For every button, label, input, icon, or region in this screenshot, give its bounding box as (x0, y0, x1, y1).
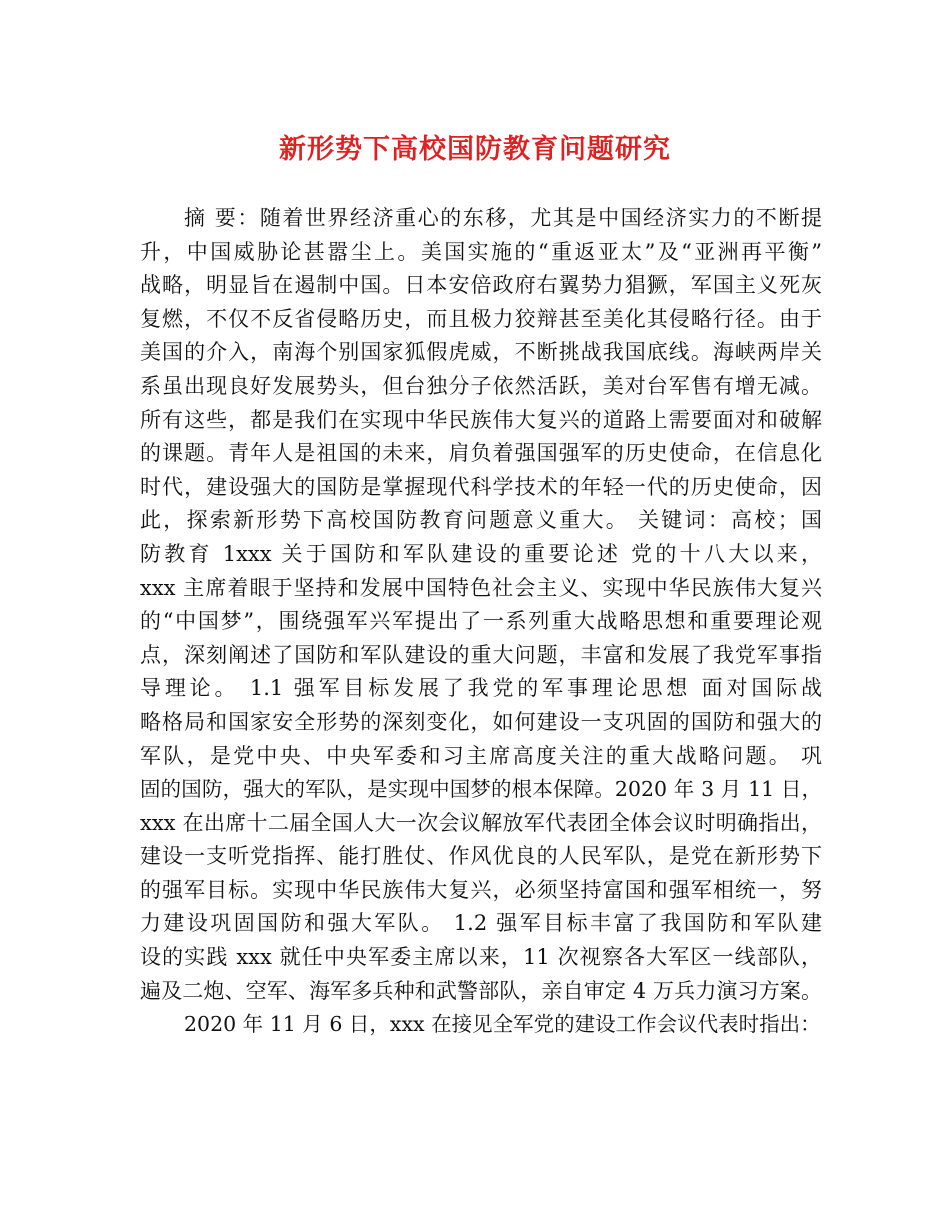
body-line: 建设一支听党指挥、能打胜仗、作风优良的人民军队，是党在新形势下 (140, 844, 822, 869)
body-line: 遍及二炮、空军、海军多兵种和武警部队，亲自审定 4 万兵力演习方案。 (140, 978, 822, 1003)
body-line: 战略，明显旨在遏制中国。日本安倍政府右翼势力猖獗，军国主义死灰 (140, 273, 822, 298)
body-line: 所有这些，都是我们在实现中华民族伟大复兴的道路上需要面对和破解 (140, 407, 822, 432)
body-line: 设的实践 xxx 就任中央军委主席以来，11 次视察各大军区一线部队， (140, 945, 822, 970)
body-line: 的“中国梦”，围绕强军兴军提出了一系列重大战略思想和重要理论观 (140, 609, 822, 634)
body-line: 导理论。 1.1 强军目标发展了我党的军事理论思想 面对国际战 (140, 676, 822, 701)
document-title: 新形势下高校国防教育问题研究 (279, 134, 671, 165)
body-line: 的课题。青年人是祖国的未来，肩负着强国强军的历史使命，在信息化 (140, 441, 822, 466)
body-line: 军队，是党中央、中央军委和习主席高度关注的重大战略问题。 巩 (140, 743, 822, 768)
body-line: 复燃，不仅不反省侵略历史，而且极力狡辩甚至美化其侵略行径。由于 (140, 306, 822, 331)
body-line: 升，中国威胁论甚嚣尘上。美国实施的“重返亚太”及“亚洲再平衡” (140, 239, 822, 264)
body-line: 防教育 1xxx 关于国防和军队建设的重要论述 党的十八大以来， (140, 541, 822, 566)
body-line: 时代，建设强大的国防是掌握现代科学技术的年轻一代的历史使命，因 (140, 474, 822, 499)
body-line: xxx 主席着眼于坚持和发展中国特色社会主义、实现中华民族伟大复兴 (140, 575, 822, 600)
body-line: 略格局和国家安全形势的深刻变化，如何建设一支巩固的国防和强大的 (140, 709, 822, 734)
body-line: 点，深刻阐述了国防和军队建设的重大问题，丰富和发展了我党军事指 (140, 642, 822, 667)
body-line: 2020 年 11 月 6 日，xxx 在接见全军党的建设工作会议代表时指出： (184, 1012, 821, 1037)
body-line: 摘 要：随着世界经济重心的东移，尤其是中国经济实力的不断提 (184, 206, 822, 230)
body-line: 固的国防，强大的军队，是实现中国梦的根本保障。2020 年 3 月 11 日， (140, 777, 822, 802)
document-body (140, 202, 822, 1042)
body-line: 此，探索新形势下高校国防教育问题意义重大。 关键词：高校；国 (140, 508, 822, 533)
body-line: 力建设巩固国防和强大军队。 1.2 强军目标丰富了我国防和军队建 (140, 911, 822, 936)
body-line: xxx 在出席十二届全国人大一次会议解放军代表团全体会议时明确指出， (140, 810, 822, 835)
body-line: 系虽出现良好发展势头，但台独分子依然活跃，美对台军售有增无减。 (140, 373, 822, 398)
body-line: 的强军目标。实现中华民族伟大复兴，必须坚持富国和强军相统一，努 (140, 877, 822, 902)
body-line: 美国的介入，南海个别国家狐假虎威，不断挑战我国底线。海峡两岸关 (140, 340, 822, 365)
